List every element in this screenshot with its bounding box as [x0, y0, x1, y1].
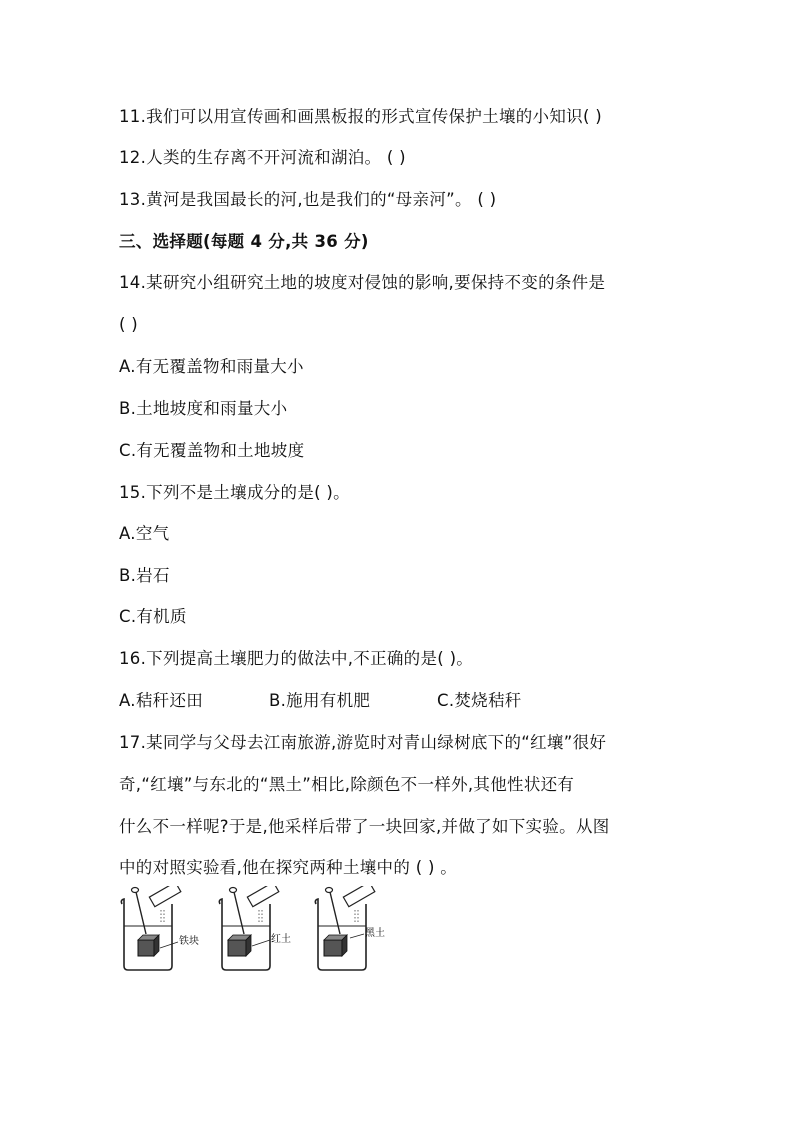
figure-label-black-soil: 黑土 [365, 928, 385, 939]
question-14-option-b: B.土地坡度和雨量大小 [119, 399, 288, 418]
question-16-option-c: C.焚烧秸秆 [437, 691, 522, 710]
question-12: 12.人类的生存离不开河流和湖泊。 ( ) [119, 148, 406, 167]
beaker-iron-block [121, 886, 199, 970]
question-15-option-b: B.岩石 [119, 566, 170, 585]
question-15-option-a: A.空气 [119, 524, 170, 543]
question-16-option-b: B.施用有机肥 [269, 691, 371, 710]
question-15-option-c: C.有机质 [119, 607, 187, 626]
question-16-option-a: A.秸秆还田 [119, 691, 204, 710]
question-17-line-3: 什么不一样呢?于是,他采样后带了一块回家,并做了如下实验。从图 [119, 817, 610, 836]
figure-label-iron: 铁块 [179, 936, 199, 947]
figure-label-red-soil: 红土 [271, 934, 291, 945]
question-14-option-a: A.有无覆盖物和雨量大小 [119, 357, 304, 376]
question-15-stem: 15.下列不是土壤成分的是( )。 [119, 483, 350, 502]
section-3-title: 三、选择题(每题 4 分,共 36 分) [119, 232, 369, 251]
question-14-stem: 14.某研究小组研究土地的坡度对侵蚀的影响,要保持不变的条件是 [119, 273, 606, 292]
question-13: 13.黄河是我国最长的河,也是我们的“母亲河”。 ( ) [119, 190, 497, 209]
question-17-line-4: 中的对照实验看,他在探究两种土壤中的 ( ) 。 [119, 858, 458, 877]
question-16-options [119, 690, 522, 712]
question-16-stem: 16.下列提高土壤肥力的做法中,不正确的是( )。 [119, 649, 474, 668]
beaker-red-soil [219, 886, 291, 970]
question-17-line-1: 17.某同学与父母去江南旅游,游览时对青山绿树底下的“红壤”很好 [119, 733, 607, 752]
question-14-option-c: C.有无覆盖物和土地坡度 [119, 441, 305, 460]
question-11: 11.我们可以用宣传画和画黑板报的形式宣传保护土壤的小知识( ) [119, 107, 602, 126]
beaker-black-soil [315, 886, 385, 970]
question-14-blank: ( ) [119, 315, 139, 334]
experiment-figure [116, 886, 396, 974]
question-17-line-2: 奇,“红壤”与东北的“黑土”相比,除颜色不一样外,其他性状还有 [119, 775, 575, 794]
